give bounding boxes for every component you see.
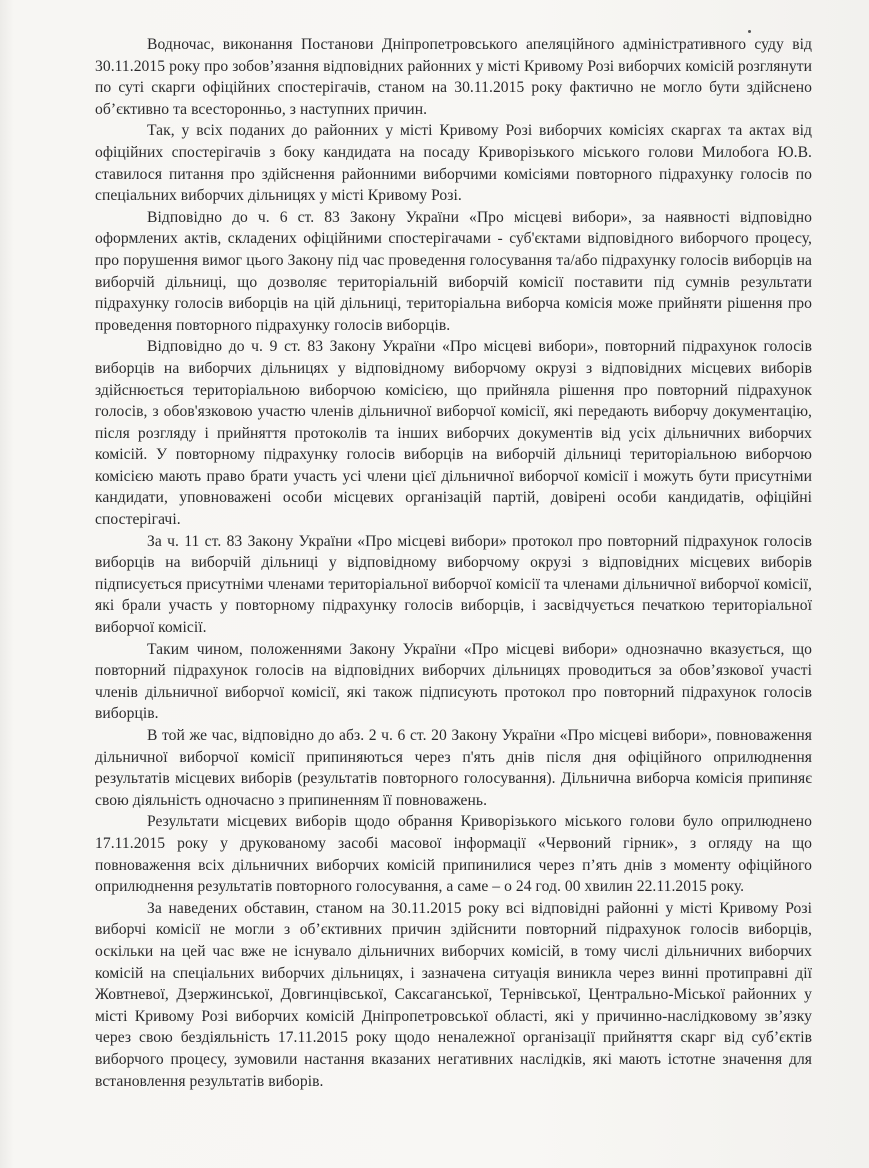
paragraph-3: Відповідно до ч. 6 ст. 83 Закону України «Про місцеві вибори», за наявності відповідно оформлених актів, складених офіційними спостерігачами - суб'єктами відповідного виборчого процесу, про порушення вимог цього Закону під час проведення голосування та/або підрахунку голосів виборців на виборчій дільниці, що дозволяє територіальній виборчій комісії поставити під сумнів результати підрахунку голосів виборців на цій дільниці, територіальна виборча комісія може прийняти рішення про проведення повторного підрахунку голосів виборців. (95, 208, 812, 334)
paragraph-5: За ч. 11 ст. 83 Закону України «Про місцеві вибори» протокол про повторний підрахунок голосів виборців на виборчій дільниці у відповідному виборчому окрузі з відповідних місцевих виборів підписується присутніми членами територіальної виборчої комісії та членами дільничної виборчої комісії, які брали участь у повторному підрахунку голосів виборців, і засвідчується печаткою територіальної виборчої комісії. (95, 532, 812, 637)
paragraph-8: Результати місцевих виборів щодо обрання Криворізького міського голови було оприлюднено 17.11.2015 року у друкованому засобі масової інформації «Червоний гірник», з огляду на що повноваження всіх дільничних виборчих комісій припинилися через п’ять днів з моменту офіційного оприлюднення результатів повторного голосування, а саме – о 24 год. 00 хвилин 22.11.2015 року. (95, 813, 812, 896)
paragraph-1: Водночас, виконання Постанови Дніпропетровського апеляційного адміністративного суду від 30.11.2015 року про зобов’язання відповідних районних у місті Кривому Розі виборчих комісій розглянути по суті скарги офіційних спостерігачів, станом на 30.11.2015 року фактично не могло бути здійснено об’єктивно та всесторонньо, з наступних причин. (95, 36, 812, 118)
scan-speck (748, 30, 751, 33)
paragraph-7: В той же час, відповідно до абз. 2 ч. 6 ст. 20 Закону України «Про місцеві вибори», повноваження дільничної виборчої комісії припиняються через п'ять днів після дня офіційного оприлюднення результатів місцевих виборів (результатів повторного голосування). Дільнична виборча комісія припиняє свою діяльність одночасно з припиненням її повноважень. (95, 727, 812, 809)
document-body (95, 34, 812, 1092)
paragraph-6: Таким чином, положеннями Закону України «Про місцеві вибори» однозначно вказується, що повторний підрахунок голосів на відповідних виборчих дільницях проводиться за обов’язкової участі членів дільничної виборчої комісії, які також підписують протокол про повторний підрахунок голосів виборців. (95, 640, 812, 723)
paragraph-2: Так, у всіх поданих до районних у місті Кривому Розі виборчих комісіях скаргах та актах від офіційних спостерігачів з боку кандидата на посаду Криворізького міського голови Милобога Ю.В. ставилося питання про здійснення районними виборчими комісіями повторного підрахунку голосів по спеціальних виборчих дільницях у місті Кривому Розі. (95, 122, 812, 205)
paragraph-9: За наведених обставин, станом на 30.11.2015 року всі відповідні районні у місті Кривому Розі виборчі комісії не могли з об’єктивних причин здійснити повторний підрахунок голосів виборців, оскільки на цей час вже не існувало дільничних виборчих комісій, в тому числі дільничних виборчих комісій на спеціальних виборчих дільницях, і зазначена ситуація виникла через винні протиправні дії Жовтневої, Дзержинської, Довгинцівської, Саксаганської, Тернівської, Центрально-Міської районних у місті Кривому Розі виборчих комісій Дніпропетровської області, які у причинно-наслідковому зв’язку через свою бездіяльність 17.11.2015 року щодо неналежної організації прийняття скарг від суб’єктів виборчого процесу, зумовили настання вказаних негативних наслідків, які мають істотне значення для встановлення результатів виборів. (95, 899, 812, 1090)
paragraph-4: Відповідно до ч. 9 ст. 83 Закону України «Про місцеві вибори», повторний підрахунок голосів виборців на виборчих дільницях у відповідному виборчому окрузі з відповідних місцевих виборів здійснюється територіальною виборчою комісією, що прийняла рішення про повторний підрахунок голосів, з обов'язковою участю членів дільничної виборчої комісії, які передають виборчу документацію, після розгляду і прийняття протоколів та інших виборчих документів від усіх дільничних виборчих комісій. У повторному підрахунку голосів виборців на виборчій дільниці територіальною виборчою комісією мають право брати участь усі члени цієї дільничної виборчої комісії і можуть бути присутніми кандидати, уповноважені особи місцевих організацій партій, довірені особи кандидатів, офіційні спостерігачі. (95, 338, 812, 529)
